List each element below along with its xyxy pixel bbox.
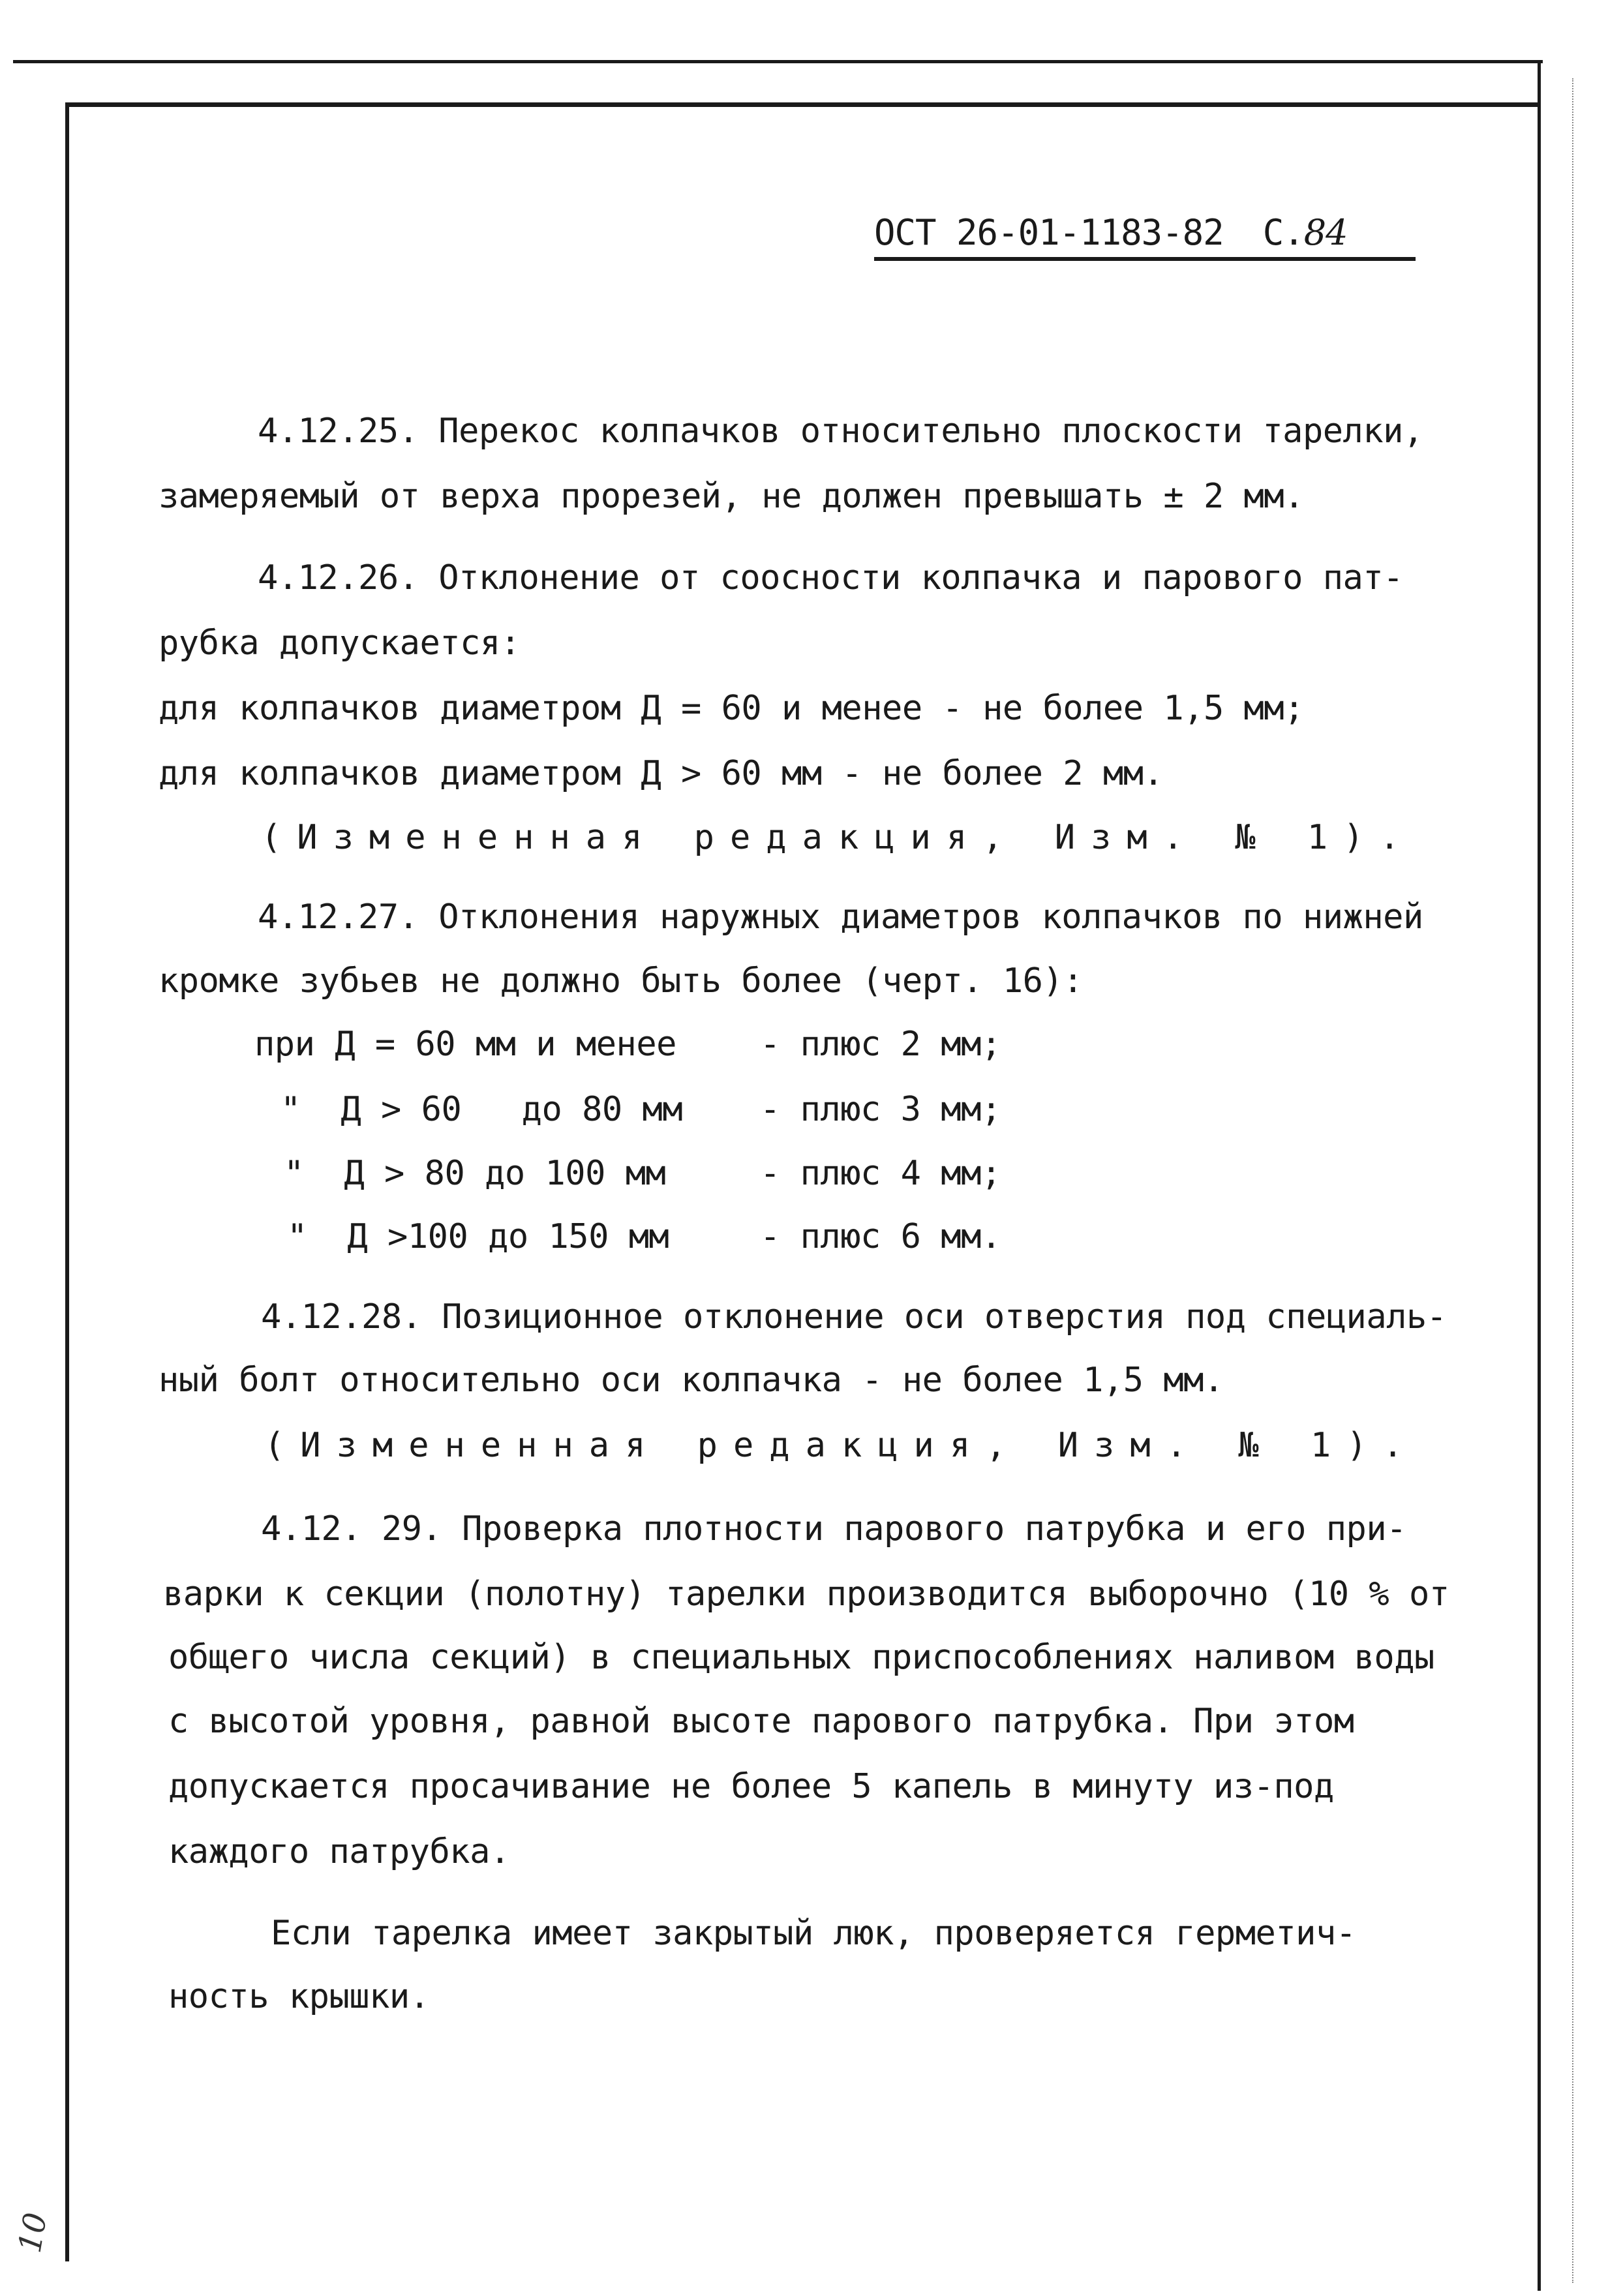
standard-number: ОСТ 26-01-1183-82 xyxy=(874,212,1224,253)
paragraph-line: с высотой уровня, равной высоте парового патрубка. При этом xyxy=(168,1702,1354,1741)
frame-top-outer-line xyxy=(13,60,1543,63)
page-prefix: С. xyxy=(1262,212,1304,253)
paragraph-line: кромке зубьев не должно быть более (черт. 16): xyxy=(159,961,1084,1001)
revision-note: (Измененная редакция, Изм. № 1). xyxy=(264,1426,1419,1465)
paragraph-line: замеряемый от верха прорезей, не должен превышать ± 2 мм. xyxy=(159,477,1304,516)
page-number: 84 xyxy=(1303,212,1348,253)
paragraph-line: Если тарелка имеет закрытый люк, проверяется герметич- xyxy=(271,1914,1356,1953)
revision-note: (Измененная редакция, Изм. № 1). xyxy=(261,818,1416,857)
frame-right-line xyxy=(1538,60,1541,2291)
paragraph-line: рубка допускается: xyxy=(159,624,521,663)
tolerance-condition: " Д > 80 до 100 мм xyxy=(284,1154,666,1193)
paragraph-line: допускается просачивание не более 5 капель в минуту из-под xyxy=(168,1767,1334,1806)
paragraph-line: варки к секции (полотну) тарелки производится выборочно (10 % от xyxy=(163,1575,1449,1614)
handwritten-margin-note: 10 xyxy=(11,2210,55,2256)
paragraph-line: для колпачков диаметром Д = 60 и менее - не более 1,5 мм; xyxy=(159,689,1304,728)
document-designation xyxy=(874,212,1416,261)
frame-left-line xyxy=(65,102,69,2261)
tolerance-value: - плюс 6 мм. xyxy=(760,1217,1001,1256)
paragraph-line: ность крышки. xyxy=(168,1977,430,2016)
paragraph-line: 4.12.25. Перекос колпачков относительно плоскости тарелки, xyxy=(258,412,1423,451)
paragraph-line: каждого патрубка. xyxy=(168,1832,510,1871)
tolerance-value: - плюс 4 мм; xyxy=(760,1154,1001,1193)
tolerance-condition: " Д > 60 до 80 мм xyxy=(281,1090,683,1129)
paragraph-line: 4.12.27. Отклонения наружных диаметров колпачков по нижней xyxy=(258,898,1423,937)
paragraph-line: 4.12.28. Позиционное отклонение оси отверстия под специаль- xyxy=(261,1297,1447,1337)
paragraph-line: 4.12. 29. Проверка плотности парового патрубка и его при- xyxy=(261,1509,1406,1548)
frame-top-line xyxy=(65,102,1538,107)
tolerance-value: - плюс 2 мм; xyxy=(760,1025,1001,1064)
tolerance-condition: " Д >100 до 150 мм xyxy=(287,1217,669,1256)
paragraph-line: ный болт относительно оси колпачка - не более 1,5 мм. xyxy=(159,1361,1224,1400)
tolerance-value: - плюс 3 мм; xyxy=(760,1090,1001,1129)
frame-outer-dotted-line xyxy=(1572,78,1573,2283)
tolerance-condition: при Д = 60 мм и менее xyxy=(254,1025,676,1064)
paragraph-line: общего числа секций) в специальных приспособлениях наливом воды xyxy=(168,1638,1434,1677)
paragraph-line: 4.12.26. Отклонение от соосности колпачка и парового пат- xyxy=(258,558,1403,597)
paragraph-line: для колпачков диаметром Д > 60 мм - не более 2 мм. xyxy=(159,754,1164,793)
